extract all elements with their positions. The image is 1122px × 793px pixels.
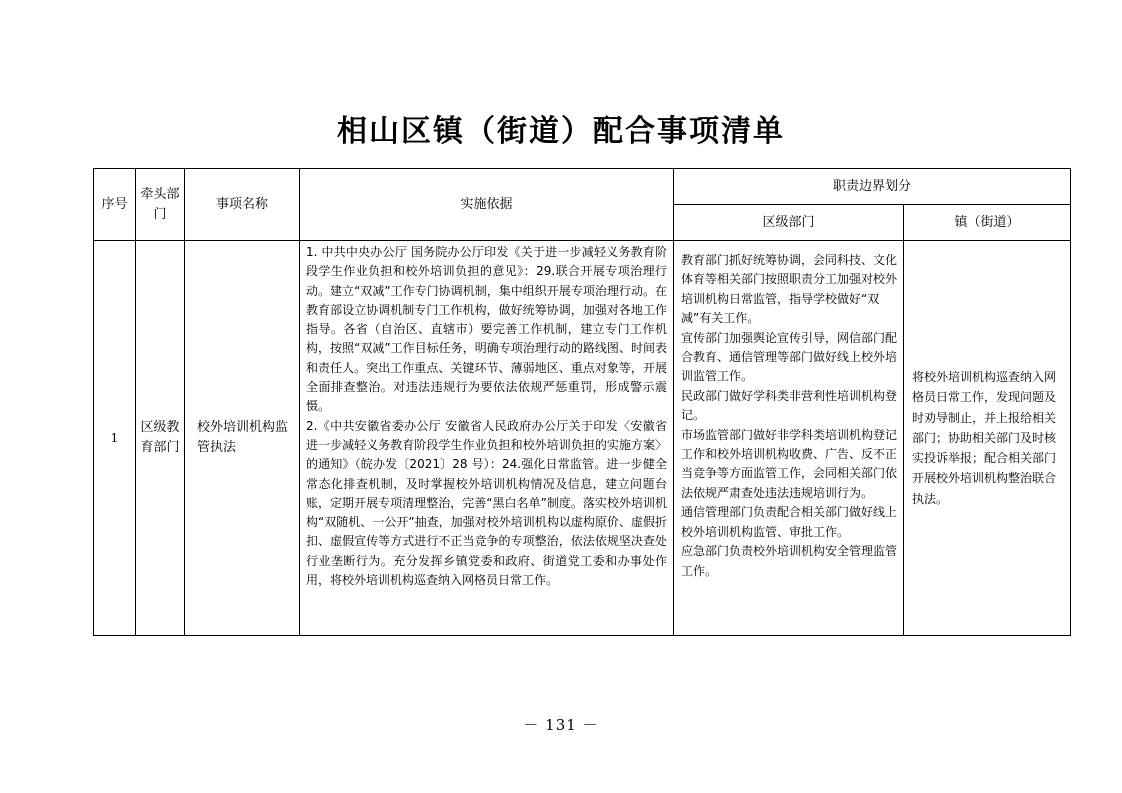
district-duty: 宣传部门加强舆论宣传引导，网信部门配合教育、通信管理等部门做好线上校外培训监管工作。 xyxy=(681,330,898,384)
district-duty: 应急部门负责校外培训机构安全管理监管工作。 xyxy=(681,544,898,578)
basis-paragraph: 1. 中共中央办公厅 国务院办公厅印发《关于进一步减轻义务教育阶段学生作业负担和校外培训负担的意见》：29.联合开展专项治理行动。建立“双减”工作专门协调机制，集中组织开展专项治理行动。在教育部设立协调机制专门工作机构，做好统筹协调，加强对各地工作指导。各省（自治区、直辖市）要完善工作机制，建立专门工作机构，按照“双减”工作目标任务，明确专项治理行动的路线图、时间表和责任人。突出工作重点、关键环节、薄弱地区、重点对象等，开展全面排查整治。对违法违规行为要依法依规严惩重罚，形成警示震慑。 xyxy=(306,245,667,414)
district-duty: 教育部门抓好统筹协调，会同科技、文化体育等相关部门按照职责分工加强对校外培训机构日常监管，指导学校做好“双减”有关工作。 xyxy=(681,253,898,326)
district-duty: 民政部门做好学科类非营利性培训机构登记。 xyxy=(681,388,898,423)
row-town: 将校外培训机构巡查纳入网格员日常工作，发现问题及时劝导制止，并上报给相关部门；协助相关部门及时核实投诉举报；配合相关部门开展校外培训机构整治联合执法。 xyxy=(904,241,1071,636)
row-basis xyxy=(300,241,674,636)
row-district-dept xyxy=(674,241,904,636)
header-responsibility-division: 职责边界划分 xyxy=(674,169,1071,205)
header-town: 镇（街道） xyxy=(904,205,1071,241)
page-title: 相山区镇（街道）配合事项清单 xyxy=(337,114,785,149)
header-basis: 实施依据 xyxy=(300,169,674,241)
header-row-1 xyxy=(94,169,1071,205)
district-duty: 通信管理部门负责配合相关部门做好线上校外培训机构监管、审批工作。 xyxy=(681,505,898,539)
header-seq: 序号 xyxy=(94,169,136,241)
page-number: － 131 － xyxy=(523,716,599,734)
header-item-name: 事项名称 xyxy=(185,169,300,241)
row-item-name: 校外培训机构监管执法 xyxy=(185,241,300,636)
table-row xyxy=(94,241,1071,636)
basis-paragraph: 2.《中共安徽省委办公厅 安徽省人民政府办公厅关于印发〈安徽省进一步减轻义务教育阶段学生作业负担和校外培训负担的实施方案〉的通知》（皖办发〔2021〕28 号）：24.强化日常监管。进一步健全常态化排查机制，及时掌握校外培训机构情况及信息，建立问题台账，定期开展专项清理整治，完善“黑白名单”制度。落实校外培训机构“双随机、一公开”抽查，加强对校外培训机构以虚构原价、虚假折扣、虚假宣传等方式进行不正当竞争的专项整治，依法依规坚决查处行业垄断行为。充分发挥乡镇党委和政府、街道党工委和办事处作用，将校外培训机构巡查纳入网格员日常工作。 xyxy=(306,418,667,588)
row-lead-dept: 区级教育部门 xyxy=(136,241,185,636)
header-district-dept: 区级部门 xyxy=(674,205,904,241)
header-lead-dept: 牵头部门 xyxy=(136,169,185,241)
row-seq: 1 xyxy=(94,241,136,636)
district-duty: 市场监管部门做好非学科类培训机构登记工作和校外培训机构收费、广告、反不正当竞争等方面监管工作，会同相关部门依法依规严肃查处违法违规培训行为。 xyxy=(681,427,898,500)
matters-table xyxy=(93,168,1071,636)
